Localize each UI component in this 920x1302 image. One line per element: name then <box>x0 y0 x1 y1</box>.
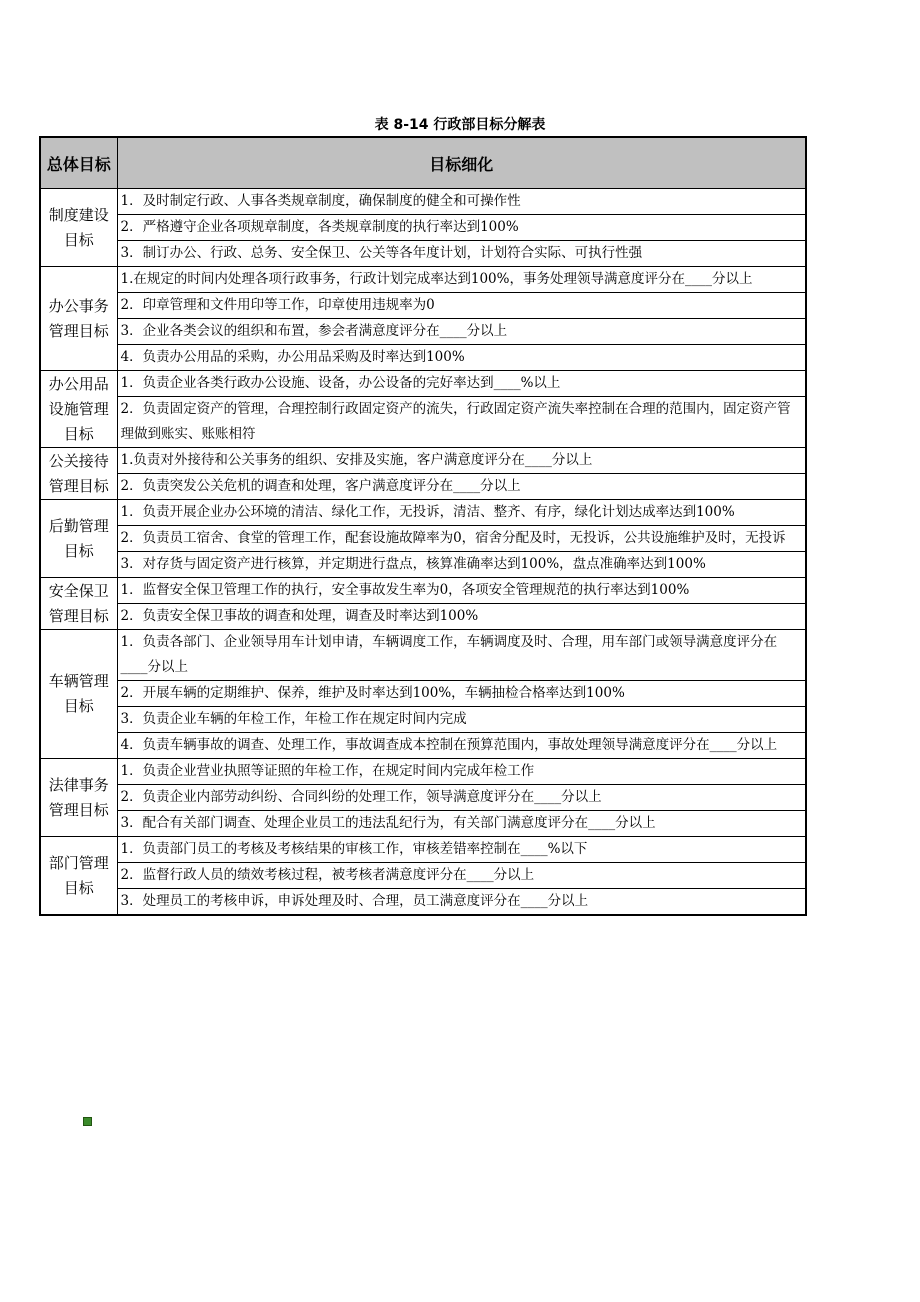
goal-item: 3．负责企业车辆的年检工作，年检工作在规定时间内完成 <box>117 707 806 733</box>
goal-item: 2．严格遵守企业各项规章制度，各类规章制度的执行率达到100% <box>117 215 806 241</box>
goal-item: 1．负责企业营业执照等证照的年检工作，在规定时间内完成年检工作 <box>117 759 806 785</box>
category-cell: 车辆管理目标 <box>40 630 117 759</box>
table-row <box>40 759 806 785</box>
goal-item: 2．负责企业内部劳动纠纷、合同纠纷的处理工作，领导满意度评分在____分以上 <box>117 785 806 811</box>
goal-item: 1.负责对外接待和公关事务的组织、安排及实施，客户满意度评分在____分以上 <box>117 448 806 474</box>
table-row <box>40 578 806 604</box>
category-cell: 公关接待管理目标 <box>40 448 117 500</box>
table-row <box>40 707 806 733</box>
goal-item: 2．监督行政人员的绩效考核过程，被考核者满意度评分在____分以上 <box>117 863 806 889</box>
table-row <box>40 500 806 526</box>
table-row <box>40 811 806 837</box>
table-row <box>40 215 806 241</box>
goal-item: 2．负责安全保卫事故的调查和处理，调查及时率达到100% <box>117 604 806 630</box>
goal-item: 1．负责企业各类行政办公设施、设备，办公设备的完好率达到____%以上 <box>117 371 806 397</box>
table-row <box>40 474 806 500</box>
header-detail: 目标细化 <box>117 137 806 189</box>
table-row <box>40 526 806 552</box>
category-cell: 办公用品设施管理目标 <box>40 371 117 448</box>
table-row <box>40 293 806 319</box>
category-cell: 部门管理目标 <box>40 837 117 916</box>
goal-item: 2．负责固定资产的管理，合理控制行政固定资产的流失，行政固定资产流失率控制在合理的范围内，固定资产管理做到账实、账账相符 <box>117 397 806 448</box>
table-row <box>40 837 806 863</box>
goal-item: 1．负责部门员工的考核及考核结果的审核工作，审核差错率控制在____%以下 <box>117 837 806 863</box>
goal-item: 2．开展车辆的定期维护、保养，维护及时率达到100%，车辆抽检合格率达到100% <box>117 681 806 707</box>
table-row <box>40 345 806 371</box>
header-category: 总体目标 <box>40 137 117 189</box>
goal-breakdown-table <box>39 136 807 916</box>
goal-item: 3．对存货与固定资产进行核算，并定期进行盘点，核算准确率达到100%，盘点准确率达到100% <box>117 552 806 578</box>
table-row <box>40 371 806 397</box>
goal-item: 1．负责各部门、企业领导用车计划申请，车辆调度工作，车辆调度及时、合理，用车部门或领导满意度评分在____分以上 <box>117 630 806 681</box>
category-cell: 制度建设目标 <box>40 189 117 267</box>
goal-item: 1．负责开展企业办公环境的清洁、绿化工作，无投诉，清洁、整齐、有序，绿化计划达成率达到100% <box>117 500 806 526</box>
category-cell: 后勤管理目标 <box>40 500 117 578</box>
table-row <box>40 630 806 681</box>
goal-item: 1．及时制定行政、人事各类规章制度，确保制度的健全和可操作性 <box>117 189 806 215</box>
table-row <box>40 267 806 293</box>
category-cell: 法律事务管理目标 <box>40 759 117 837</box>
table-caption: 表 8-14 行政部目标分解表 <box>374 117 546 133</box>
goal-item: 1．监督安全保卫管理工作的执行，安全事故发生率为0，各项安全管理规范的执行率达到100% <box>117 578 806 604</box>
table-row <box>40 552 806 578</box>
goal-item: 2．负责突发公关危机的调查和处理，客户满意度评分在____分以上 <box>117 474 806 500</box>
goal-item: 3．制订办公、行政、总务、安全保卫、公关等各年度计划，计划符合实际、可执行性强 <box>117 241 806 267</box>
category-cell: 办公事务管理目标 <box>40 267 117 371</box>
goal-item: 2．负责员工宿舍、食堂的管理工作，配套设施故障率为0，宿舍分配及时，无投诉，公共设施维护及时，无投诉 <box>117 526 806 552</box>
table-row <box>40 448 806 474</box>
table-body <box>40 189 806 916</box>
goal-item: 1.在规定的时间内处理各项行政事务，行政计划完成率达到100%，事务处理领导满意度评分在____分以上 <box>117 267 806 293</box>
goal-item: 3．处理员工的考核申诉，申诉处理及时、合理，员工满意度评分在____分以上 <box>117 889 806 916</box>
category-cell: 安全保卫管理目标 <box>40 578 117 630</box>
table-row <box>40 863 806 889</box>
goal-item: 4．负责办公用品的采购，办公用品采购及时率达到100% <box>117 345 806 371</box>
table-row <box>40 681 806 707</box>
table-row <box>40 733 806 759</box>
table-row <box>40 319 806 345</box>
goal-item: 3．配合有关部门调查、处理企业员工的违法乱纪行为，有关部门满意度评分在____分以上 <box>117 811 806 837</box>
table-row <box>40 604 806 630</box>
goal-item: 2．印章管理和文件用印等工作，印章使用违规率为0 <box>117 293 806 319</box>
table-row <box>40 785 806 811</box>
table-row <box>40 241 806 267</box>
goal-item: 3．企业各类会议的组织和布置，参会者满意度评分在____分以上 <box>117 319 806 345</box>
table-row <box>40 397 806 448</box>
table-row <box>40 189 806 215</box>
table-row <box>40 889 806 916</box>
table-header-row <box>40 137 806 189</box>
goal-item: 4．负责车辆事故的调查、处理工作，事故调查成本控制在预算范围内，事故处理领导满意度评分在____分以上 <box>117 733 806 759</box>
green-square-bullet-icon <box>83 1117 92 1126</box>
